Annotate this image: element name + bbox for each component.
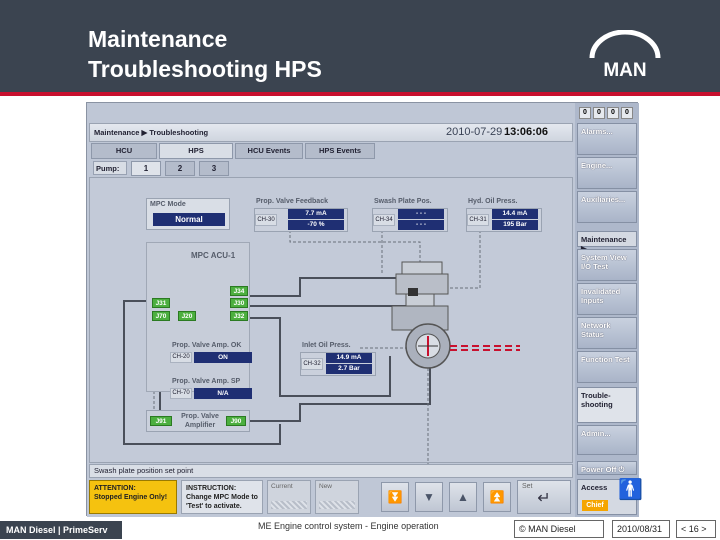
access-label: Access [581,483,608,492]
current-hatch [271,501,307,509]
sidebar-item-network-status[interactable]: Network Status [577,317,637,349]
main-area [87,103,575,517]
inlet-oil-press-value-2: 2.7 Bar [326,364,372,374]
step-up-button[interactable] [449,482,477,512]
chevron-up-icon: ▲ [457,490,469,504]
tab-hcu[interactable]: HCU [91,143,157,159]
double-chevron-up-icon: ⏫ [489,490,505,504]
counter-2: 0 [593,107,605,119]
attention-title: ATTENTION: [94,485,136,492]
sidebar-item-alarms[interactable]: Alarms... [577,123,637,155]
prop-valve-feedback-label: Prop. Valve Feedback [256,198,328,205]
slide-title-line1: Maintenance [88,26,228,52]
sidebar-section-maintenance[interactable]: Maintenance [577,231,637,247]
step-down-button[interactable] [415,482,443,512]
double-chevron-down-icon: ⏬ [387,490,403,504]
prop-valve-amp-ok-value: ON [194,352,252,363]
right-sidebar [575,103,643,517]
prop-valve-feedback-value-1: 7.7 mA [288,209,344,219]
breadcrumb: Maintenance ▶ Troubleshooting [94,128,209,137]
jack-j34: J34 [230,286,248,296]
date-display: 2010-07-29 [446,126,503,138]
attention-text: Stopped Engine Only! [94,494,168,501]
chevron-down-icon: ▼ [423,490,435,504]
pump-tab-1[interactable]: 1 [131,161,161,176]
counter-4: 0 [621,107,633,119]
jack-j20: J20 [178,311,196,321]
jack-j30: J30 [230,298,248,308]
sidebar-item-function-test[interactable]: Function Test [577,351,637,383]
current-value-field [267,480,311,514]
new-label: New [319,483,333,490]
set-label: Set [522,483,533,490]
set-button[interactable] [517,480,571,514]
sidebar-item-auxiliaries[interactable]: Auxiliaries... [577,191,637,223]
slide-title [88,24,322,84]
prop-valve-amplifier-label: Prop. Valve Amplifier [181,413,219,429]
sidebar-item-system-view[interactable]: System View I/O Test [577,249,637,281]
hyd-oil-press-value-1: 14.4 mA [492,209,538,219]
prop-valve-amp-sp-channel: CH-70 [170,388,192,399]
prop-valve-feedback-channel: CH-30 [255,214,277,226]
title-bar [89,123,573,142]
jack-j32: J32 [230,311,248,321]
mpc-mode-label: MPC Mode [150,201,186,208]
time-display: 13:06:06 [504,126,549,138]
tab-hcu-events[interactable]: HCU Events [235,143,303,159]
acu-title: MPC ACU-1 [191,251,236,260]
attention-box [89,480,177,514]
footer-date: 2010/08/31 [612,520,670,538]
slide-title-line2: Troubleshooting HPS [88,56,322,82]
swash-plate-pos-value-2: - - - [398,220,444,230]
instruction-box [181,480,263,514]
footer-page-number: < 16 > [676,520,716,538]
inlet-oil-press-label: Inlet Oil Press. [302,342,351,349]
new-value-field[interactable] [315,480,359,514]
inlet-oil-press-channel: CH-32 [301,358,323,370]
sidebar-item-admin[interactable]: Admin... [577,425,637,455]
man-logo [582,30,668,80]
sidebar-item-invalidated-inputs[interactable]: Invalidated Inputs [577,283,637,315]
instruction-text: Change MPC Mode to 'Test' to activate. [186,494,258,510]
enter-icon: ↵ [537,490,551,507]
current-label: Current [271,483,293,490]
prop-valve-amp-sp-value: N/A [194,388,252,399]
prop-valve-amp-sp-label: Prop. Valve Amp. SP [172,378,241,385]
pump-label: Pump: [93,161,127,175]
fast-up-button[interactable] [483,482,511,512]
instruction-title: INSTRUCTION: [186,485,237,492]
app-window [86,102,643,516]
jack-j91: J91 [150,416,172,426]
prop-valve-amp-ok-channel: CH-20 [170,352,192,363]
fast-down-button[interactable] [381,482,409,512]
hyd-oil-press-label: Hyd. Oil Press. [468,198,518,205]
hps-pump-graphic [392,262,450,368]
new-hatch [319,501,355,509]
swash-plate-pos-channel: CH-34 [373,214,395,226]
inlet-oil-press-value-1: 14.9 mA [326,353,372,363]
jack-j70: J70 [152,311,170,321]
user-icon: 🚹 [618,479,643,501]
prop-valve-feedback-value-2: -70 % [288,220,344,230]
tab-hps[interactable]: HPS [159,143,233,159]
power-off-button[interactable] [577,461,637,475]
header-divider [0,92,720,96]
access-level-badge: Chief [582,500,608,511]
sidebar-item-troubleshooting[interactable]: Trouble-shooting [577,387,637,423]
hps-diagram-panel [89,177,573,463]
swash-plate-pos-value-1: - - - [398,209,444,219]
jack-j90: J90 [226,416,246,426]
access-panel [577,479,643,515]
power-off-label: Power Off [581,465,617,474]
pump-tab-3[interactable]: 3 [199,161,229,176]
status-bar: Swash plate position set point [89,464,573,478]
hyd-oil-press-channel: CH-31 [467,214,489,226]
swash-plate-pos-label: Swash Plate Pos. [374,198,432,205]
sidebar-item-engine[interactable]: Engine... [577,157,637,189]
jack-j31: J31 [152,298,170,308]
power-icon: ⏻ [618,465,625,474]
hyd-oil-press-value-2: 195 Bar [492,220,538,230]
footer-brand: MAN Diesel | PrimeServ [0,521,122,539]
man-logo-text: MAN [603,60,647,80]
mpc-mode-box [146,198,230,230]
bottom-control-bar [89,480,573,516]
footer-caption: ME Engine control system - Engine operation [258,521,439,531]
mpc-mode-value[interactable]: Normal [153,213,225,226]
pump-tab-2[interactable]: 2 [165,161,195,176]
footer-copyright: © MAN Diesel [514,520,604,538]
counter-1: 0 [579,107,591,119]
prop-valve-amp-ok-label: Prop. Valve Amp. OK [172,342,242,349]
slide-footer [0,518,720,540]
slide-header [0,0,720,92]
tab-hps-events[interactable]: HPS Events [305,143,375,159]
counter-3: 0 [607,107,619,119]
